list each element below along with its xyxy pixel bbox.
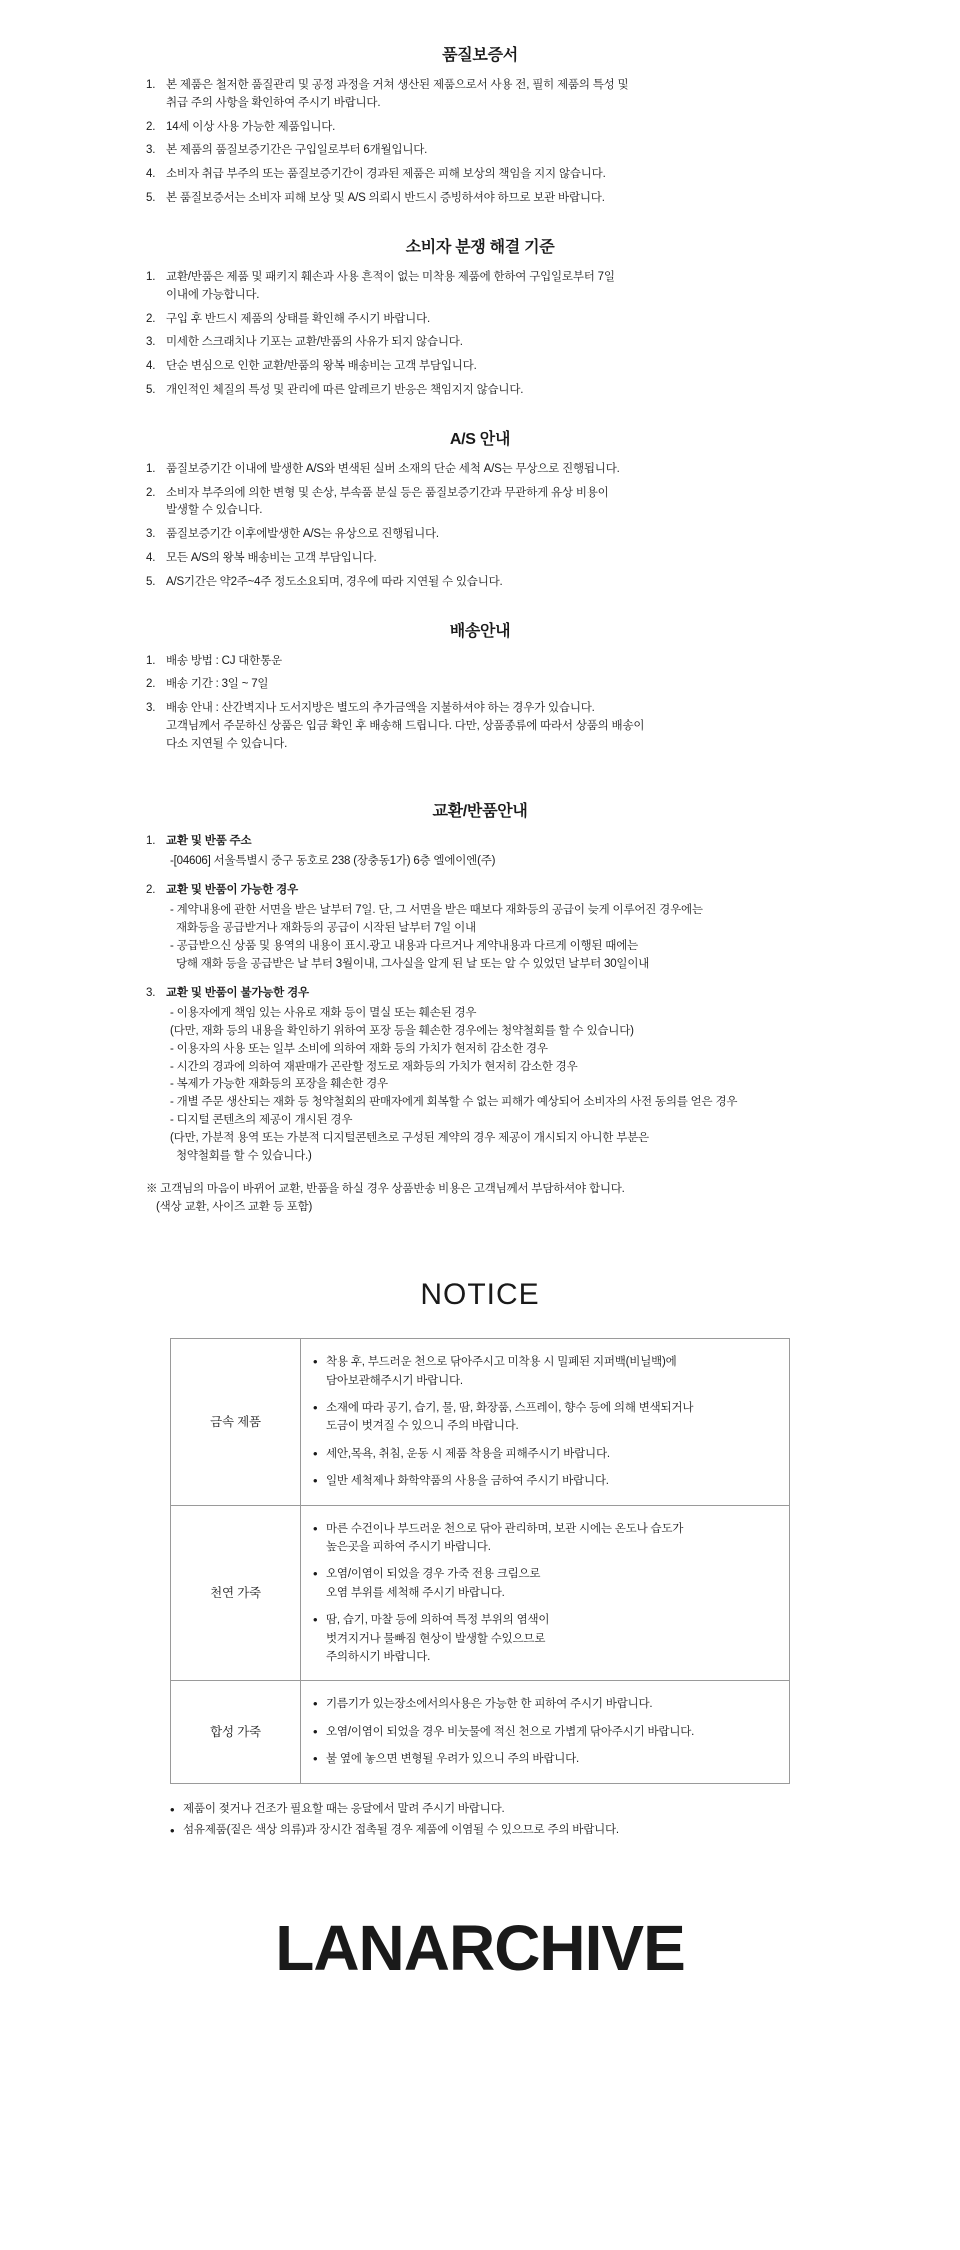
notice-footer [170, 1800, 790, 1841]
shipping-list [140, 653, 820, 754]
bullet-text: 섬유제품(짙은 색상 의류)과 장시간 접촉될 경우 제품에 이염될 수 있으므로 주의 바랍니다. [183, 1824, 619, 1837]
list-item [140, 119, 820, 137]
list-item [140, 190, 820, 208]
list-item-heading: 교환 및 반품 주소 [166, 834, 252, 847]
list-item [313, 1353, 777, 1390]
list-item-line: - 개별 주문 생산되는 재화 등 청약철회의 판매자에게 회복할 수 없는 피해가 예상되어 소비자의 사전 동의를 얻은 경우 [170, 1096, 738, 1109]
list-item-line: - 시간의 경과에 의하여 재판매가 곤란할 정도로 재화등의 가치가 현저히 감소한 경우 [170, 1060, 578, 1073]
list-item [140, 653, 820, 671]
bullet-list [313, 1695, 777, 1768]
bullet-text: 일반 세척제나 화학약품의 사용을 금하여 주시기 바랍니다. [326, 1475, 609, 1488]
list-item [140, 700, 820, 753]
list-item [140, 77, 820, 113]
list-item-text: 소비자 취급 부주의 또는 품질보증기간이 경과된 제품은 피해 보상의 책임을 지지 않습니다. [166, 168, 606, 181]
list-item [140, 461, 820, 479]
list-item-line: - 복제가 가능한 재화등의 포장을 훼손한 경우 [170, 1078, 388, 1091]
list-item-text: 배송 기간 : 3일 ~ 7일 [166, 678, 269, 691]
bullet-subtext: 오염 부위를 세척해 주시기 바랍니다. [326, 1586, 505, 1599]
list-item [140, 382, 820, 400]
list-item [313, 1565, 777, 1602]
list-item-text: 단순 변심으로 인한 교환/반품의 왕복 배송비는 고객 부담입니다. [166, 360, 477, 373]
list-item-subtext: 고객님께서 주문하신 상품은 입금 확인 후 배송해 드립니다. 다만, 상품종류에 따라서 상품의 배송이 [166, 720, 645, 733]
list-item [140, 311, 820, 329]
list-item-line: 재화등을 공급받거나 재화등의 공급이 시작된 날부터 7일 이내 [176, 921, 476, 934]
bullet-text: 불 옆에 놓으면 변형될 우려가 있으니 주의 바랍니다. [326, 1753, 580, 1766]
list-item-line: - 디지털 콘텐츠의 제공이 개시된 경우 [170, 1114, 353, 1127]
list-item [170, 1800, 790, 1820]
exchange-note-text: ※ 고객님의 마음이 바뀌어 교환, 반품을 하실 경우 상품반송 비용은 고객님께서 부담하셔야 합니다. [146, 1182, 625, 1195]
bullet-text: 제품이 젖거나 건조가 필요할 때는 응달에서 말려 주시기 바랍니다. [183, 1802, 505, 1815]
table-cell-category: 합성 가죽 [171, 1681, 301, 1783]
list-item-line: (다만, 재화 등의 내용을 확인하기 위하여 포장 등을 훼손한 경우에는 청약철회를 할 수 있습니다) [170, 1025, 634, 1037]
list-item-text: 소비자 부주의에 의한 변형 및 손상, 부속품 분실 등은 품질보증기간과 무관하게 유상 비용이 [166, 486, 609, 499]
bullet-text: 마른 수건이나 부드러운 천으로 닦아 관리하며, 보관 시에는 온도나 습도가 [326, 1522, 684, 1535]
section-title-shipping: 배송안내 [449, 622, 511, 640]
document-body [140, 0, 820, 1216]
list-item-subtext: 이내에 가능합니다. [166, 288, 260, 301]
list-item-line: - 이용자의 사용 또는 일부 소비에 의하여 재화 등의 가치가 현저히 감소한 경우 [170, 1042, 548, 1055]
list-item [313, 1723, 777, 1741]
warranty-list [140, 77, 820, 208]
list-item-text: 배송 안내 : 산간벽지나 도서지방은 별도의 추가금액을 지불하셔야 하는 경우가 있습니다. [166, 702, 595, 715]
section-title-as: A/S 안내 [449, 430, 511, 448]
list-item-heading: 교환 및 반품이 불가능한 경우 [166, 987, 309, 1000]
list-item-text: 개인적인 체질의 특성 및 관리에 따른 알레르기 반응은 책임지지 않습니다. [166, 383, 524, 396]
list-item [313, 1750, 777, 1768]
list-item-text: 본 제품은 철저한 품질관리 및 공정 과정을 거쳐 생산된 제품으로서 사용 전, 필히 제품의 특성 및 [166, 79, 629, 91]
as-list [140, 461, 820, 592]
bullet-text: 땀, 습기, 마찰 등에 의하여 특정 부위의 염색이 [326, 1614, 550, 1627]
bullet-list [313, 1520, 777, 1667]
list-item-line: - 계약내용에 관한 서면을 받은 날부터 7일. 단, 그 서면을 받은 때보다 재화등의 공급이 늦게 이루어진 경우에는 [170, 904, 703, 917]
bullet-text: 오염/이염이 되었을 경우 비눗물에 적신 천으로 가볍게 닦아주시기 바랍니다. [326, 1725, 695, 1738]
bullet-subtext: 담아보관해주시기 바랍니다. [326, 1374, 463, 1387]
bullet-text: 기름기가 있는장소에서의사용은 가능한 한 피하여 주시기 바랍니다. [326, 1698, 653, 1711]
bullet-text: 소재에 따라 공기, 습기, 물, 땀, 화장품, 스프레이, 향수 등에 의해 변색되거나 [326, 1402, 694, 1415]
bullet-subtext: 높은곳을 피하여 주시기 바랍니다. [326, 1541, 491, 1554]
exchange-note [140, 1180, 820, 1217]
list-item-line: 당해 재화 등을 공급받은 날 부터 3월이내, 그사실을 알게 된 날 또는 알 수 있었던 날부터 30일이내 [176, 957, 650, 970]
list-item-text: 본 제품의 품질보증기간은 구입일로부터 6개월입니다. [166, 144, 428, 157]
list-item-subtext-2: 다소 지연될 수 있습니다. [166, 737, 288, 750]
list-item-line: - 이용자에게 책임 있는 사유로 재화 등이 멸실 또는 훼손된 경우 [170, 1007, 477, 1020]
list-item [140, 166, 820, 184]
footer-bullet-list [170, 1800, 790, 1841]
list-item [313, 1399, 777, 1436]
list-item-subtext: 취급 주의 사항을 확인하여 주시기 바랍니다. [166, 96, 381, 109]
section-title-exchange: 교환/반품안내 [432, 802, 528, 820]
bullet-subtext: 벗겨지거나 물빠짐 현상이 발생할 수있으므로 [326, 1632, 546, 1645]
list-item-line: -[04606] 서울특별시 중구 동호로 238 (장충동1가) 6층 엘에이엔(주) [170, 854, 496, 867]
list-item-text: 교환/반품은 제품 및 패키지 훼손과 사용 흔적이 없는 미착용 제품에 한하여 구입일로부터 7일 [166, 270, 615, 283]
table-cell-content [301, 1339, 790, 1505]
exchange-list [140, 833, 820, 1166]
list-item-text: 품질보증기간 이후에발생한 A/S는 유상으로 진행됩니다. [166, 528, 439, 541]
list-item [140, 833, 820, 871]
notice-title: NOTICE [420, 1278, 540, 1312]
bullet-text: 세안,목욕, 취침, 운동 시 제품 착용을 피해주시기 바랍니다. [326, 1447, 610, 1460]
list-item [140, 526, 820, 544]
exchange-note-subtext: (색상 교환, 사이즈 교환 등 포함) [156, 1200, 313, 1213]
list-item [140, 985, 820, 1165]
bullet-text: 착용 후, 부드러운 천으로 닦아주시고 미착용 시 밀폐된 지퍼백(비닐백)에 [326, 1356, 677, 1369]
list-item [140, 358, 820, 376]
list-item-line: (다만, 가분적 용역 또는 가분적 디지털콘텐츠로 구성된 계약의 경우 제공이 개시되지 아니한 부분은 [170, 1131, 649, 1144]
brand-logo: LANARCHIVE [275, 1911, 685, 1984]
list-item-text: 품질보증기간 이내에 발생한 A/S와 변색된 실버 소재의 단순 세척 A/S는 무상으로 진행됩니다. [166, 462, 620, 475]
table-row [171, 1505, 790, 1681]
list-item-text: 구입 후 반드시 제품의 상태를 확인해 주시기 바랍니다. [166, 312, 430, 325]
bullet-list [313, 1353, 777, 1490]
list-item-text: 모든 A/S의 왕복 배송비는 고객 부담입니다. [166, 552, 377, 564]
table-cell-content [301, 1681, 790, 1783]
section-title-dispute: 소비자 분쟁 해결 기준 [405, 238, 555, 256]
list-item [140, 882, 820, 973]
list-item-text: 배송 방법 : CJ 대한통운 [166, 654, 282, 667]
list-item [140, 574, 820, 592]
bullet-subtext-2: 주의하시기 바랍니다. [326, 1650, 431, 1663]
list-item [313, 1611, 777, 1666]
list-item [140, 550, 820, 568]
list-item [313, 1520, 777, 1557]
table-row [171, 1681, 790, 1783]
section-title-warranty: 품질보증서 [442, 47, 518, 64]
list-item-text: 미세한 스크래치나 기포는 교환/반품의 사유가 되지 않습니다. [166, 336, 463, 349]
list-item [140, 142, 820, 160]
list-item [140, 485, 820, 521]
table-cell-category: 금속 제품 [171, 1339, 301, 1505]
list-item-text: A/S기간은 약2주~4주 정도소요되며, 경우에 따라 지연될 수 있습니다. [166, 575, 503, 588]
list-item-line: 청약철회를 할 수 있습니다.) [176, 1149, 312, 1162]
table-row [171, 1339, 790, 1505]
bullet-text: 오염/이염이 되었을 경우 가죽 전용 크림으로 [326, 1568, 541, 1581]
list-item [140, 269, 820, 305]
list-item [313, 1445, 777, 1463]
list-item [313, 1695, 777, 1713]
list-item [313, 1472, 777, 1490]
list-item-line: - 공급받으신 상품 및 용역의 내용이 표시.광고 내용과 다르거나 계약내용과 다르게 이행된 때에는 [170, 939, 639, 952]
dispute-list [140, 269, 820, 400]
list-item-subtext: 발생할 수 있습니다. [166, 504, 263, 517]
list-item [140, 334, 820, 352]
list-item-text: 본 품질보증서는 소비자 피해 보상 및 A/S 의뢰시 반드시 증빙하셔야 하므로 보관 바랍니다. [166, 192, 605, 205]
table-cell-content [301, 1505, 790, 1681]
list-item-text: 14세 이상 사용 가능한 제품입니다. [166, 120, 336, 133]
table-cell-category: 천연 가죽 [171, 1505, 301, 1681]
list-item [170, 1821, 790, 1841]
bullet-subtext: 도금이 벗겨질 수 있으니 주의 바랍니다. [326, 1420, 519, 1433]
list-item [140, 676, 820, 694]
notice-table [170, 1338, 790, 1783]
list-item-heading: 교환 및 반품이 가능한 경우 [166, 884, 298, 897]
